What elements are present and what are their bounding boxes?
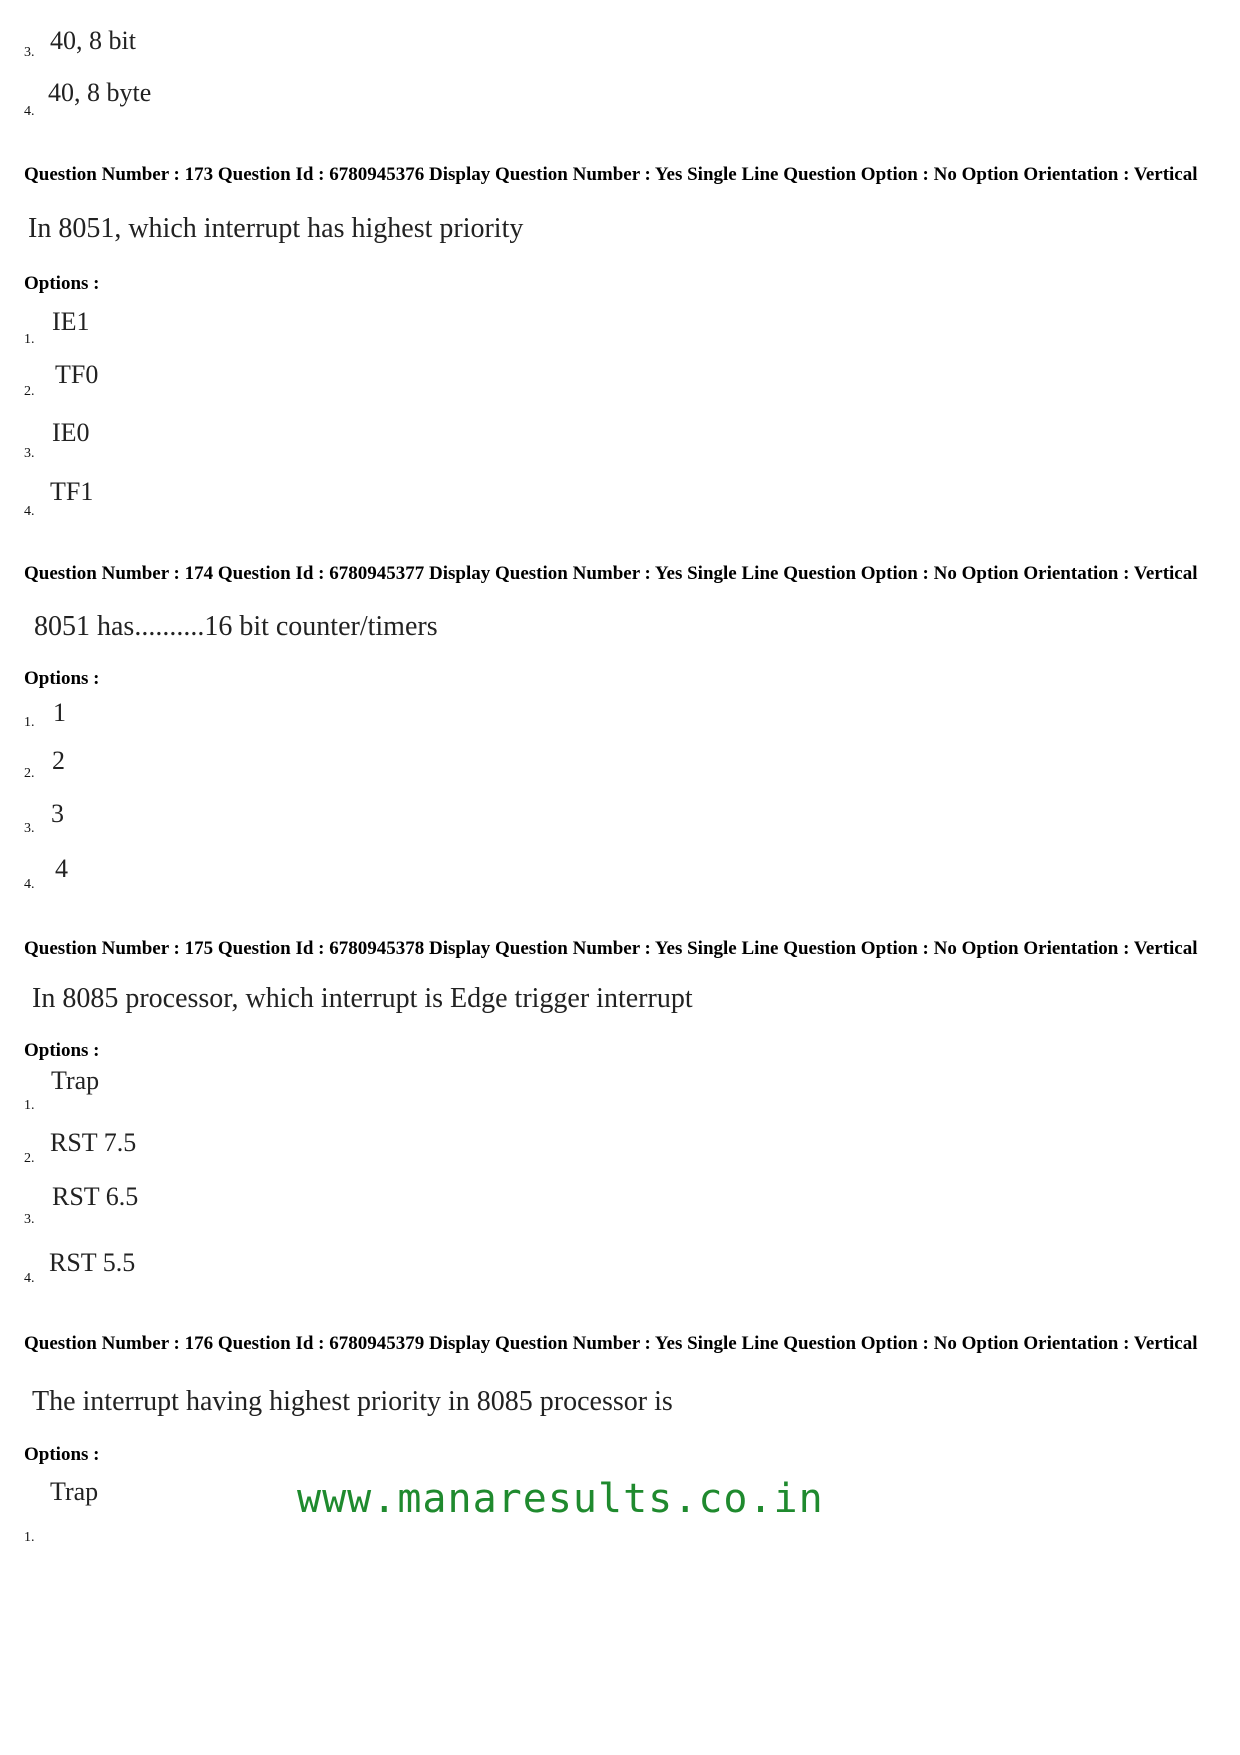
option-number: 2. [24,384,35,399]
option-text: TF0 [55,360,99,389]
options-label: Options : [24,668,100,689]
option-text: RST 6.5 [52,1182,139,1211]
question-text: In 8085 processor, which interrupt is Edge trigger interrupt [32,983,693,1014]
option-text: RST 5.5 [49,1248,136,1277]
option-number: 2. [24,1151,35,1166]
option-text: 40, 8 byte [48,78,152,107]
option-text: 3 [51,799,64,828]
question-text: The interrupt having highest priority in 8085 processor is [32,1386,673,1417]
option-number: 3. [24,45,35,60]
option-number: 1. [24,332,35,347]
option-number: 2. [24,766,35,781]
option-text: Trap [50,1477,99,1506]
option-text: TF1 [50,477,94,506]
option-number: 1. [24,1530,35,1545]
option-text: 40, 8 bit [50,26,136,55]
option-number: 3. [24,1212,35,1227]
option-number: 1. [24,1098,35,1113]
question-text: In 8051, which interrupt has highest priority [28,213,524,244]
options-label: Options : [24,1444,100,1465]
options-label: Options : [24,1040,100,1061]
option-text: RST 7.5 [50,1128,137,1157]
question-meta: Question Number : 176 Question Id : 6780945379 Display Question Number : Yes Single Line Question Option : No Option Orientation : Vertical [24,1333,1198,1354]
option-text: 4 [55,854,68,883]
question-meta: Question Number : 173 Question Id : 6780945376 Display Question Number : Yes Single Line Question Option : No Option Orientation : Vertical [24,164,1198,185]
option-number: 4. [24,104,35,119]
watermark-link[interactable]: www.manaresults.co.in [297,1476,824,1522]
option-number: 1. [24,715,35,730]
option-text: Trap [51,1066,100,1095]
option-number: 3. [24,821,35,836]
option-text: IE0 [52,418,90,447]
option-number: 4. [24,1271,35,1286]
question-meta: Question Number : 174 Question Id : 6780945377 Display Question Number : Yes Single Line Question Option : No Option Orientation : Vertical [24,563,1198,584]
option-number: 4. [24,504,35,519]
question-text: 8051 has..........16 bit counter/timers [34,611,438,642]
options-label: Options : [24,273,100,294]
option-text: IE1 [52,307,90,336]
option-text: 1 [53,698,66,727]
option-text: 2 [52,746,65,775]
option-number: 3. [24,446,35,461]
question-meta: Question Number : 175 Question Id : 6780945378 Display Question Number : Yes Single Line Question Option : No Option Orientation : Vertical [24,938,1198,959]
option-number: 4. [24,877,35,892]
